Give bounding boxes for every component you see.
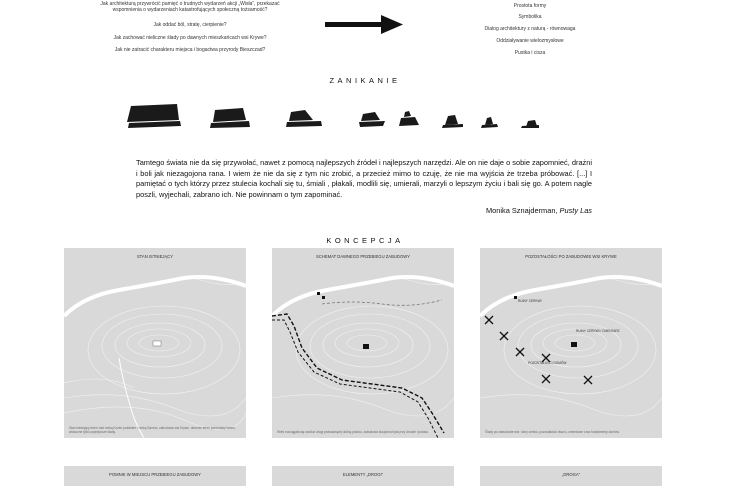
question-3: Jak zachować nieliczne ślady po dawnych mieszkańcach wsi Krywe? xyxy=(113,35,267,41)
panel-former-layout xyxy=(272,248,454,438)
quote-text: Tamtego świata nie da się przywołać, nawet z pomocą najlepszych źródeł i najlepszych narzędzi. Ale on nie daje o sobie zapomnieć, drażni i boli jak niezagojona rana. I wiem że nie da się z tym nic zrobić, a przecież mimo to czuję, że nie ma wyjścia że trzeba próbować. [...] I pamiętać o tych którzy przez stulecia kochali się tu, śmiali , płakali, modlili się, umierali, marzyli o lepszym życiu i bali się go. A potem nagle poszli, wyjechali, zabrano ich. Nie powinnam o tym zapominać. xyxy=(136,158,592,199)
question-4: Jak nie zatracić charakteru miejsca i bogactwa przyrody Bieszczad? xyxy=(114,47,266,53)
panel-title: POZOSTAŁOŚCI PO ZABUDOWIE WSI KRYWE xyxy=(525,254,617,259)
panel-road xyxy=(480,466,662,486)
question-1: Jak architekturą przywrócić pamięć o trudnych wydarzeń akcji „Wisła”, przekazać xyxy=(100,1,280,7)
label-houses: POZOSTAŁOŚCI DOMÓW xyxy=(528,361,567,365)
ruin-marker-icon xyxy=(485,316,493,324)
label-church: RUINY CERKWI xyxy=(518,299,542,303)
principle-5: Pustka i cisza xyxy=(514,50,546,56)
label-dwor: RUINY CERKWI / CMENTARZ xyxy=(576,329,620,333)
panel-note: Stan istniejący teren nad rzeką Kozim potokiem i rzeką Sanem, zabudowa wsi Krywe, obecnie teren porośnięty lasem, widoczne tylko pojedyncze ślady. xyxy=(69,426,236,435)
panel-existing-state xyxy=(64,248,246,438)
quote-author: Monika Sznajderman, Pusty Las xyxy=(486,206,592,215)
arrow-right-icon xyxy=(325,14,405,36)
panel-title: STAN ISTNIEJĄCY xyxy=(136,254,174,259)
quote-book: Pusty Las xyxy=(559,206,592,215)
ruin-marker-icon xyxy=(584,376,592,384)
panel-remains xyxy=(480,248,662,438)
panel-note: Ślady po zabudowie wsi: ruiny cerkwi, pozostałości dworu, cmentarze oraz fundamenty domów. xyxy=(485,430,620,435)
panel-road-elements xyxy=(272,466,454,486)
question-2: Jak oddać ból, stratę, cierpienie? xyxy=(153,22,227,28)
panel-title: POMNIK W MIEJSCU PRZEBIEGU ZABUDOWY xyxy=(109,472,201,477)
principle-1: Prostota formy xyxy=(513,3,547,9)
panel-title: SCHEMAT DAWNEGO PRZEBIEGU ZABUDOWY xyxy=(316,254,410,259)
ruin-marker-icon xyxy=(542,375,550,383)
heading-koncepcja: KONCEPCJA xyxy=(326,236,404,245)
heading-zanikanie: ZANIKANIE xyxy=(329,76,401,85)
ruin-marker-icon xyxy=(500,332,508,340)
panel-title: „DROGA” xyxy=(561,472,581,477)
disappearing-houses-illustration xyxy=(125,100,605,134)
principle-4: Oddziaływanie wielozmysłowe xyxy=(496,38,564,44)
panel-title: ELEMENTY „DROGI” xyxy=(342,472,384,477)
question-1b: wspomnienia o wydarzeniach katastrofujących społeczną tożsamość? xyxy=(112,7,268,13)
panel-note: Wieś rozciągała się wzdłuż drogi prowadzącej doliną potoku, zabudowa skupiona była przy drodze i potoku. xyxy=(277,430,429,435)
panel-monument xyxy=(64,466,246,486)
principle-2: Symbolika xyxy=(518,14,542,20)
principle-3: Dialog architektury z naturą - równowaga xyxy=(484,26,576,32)
